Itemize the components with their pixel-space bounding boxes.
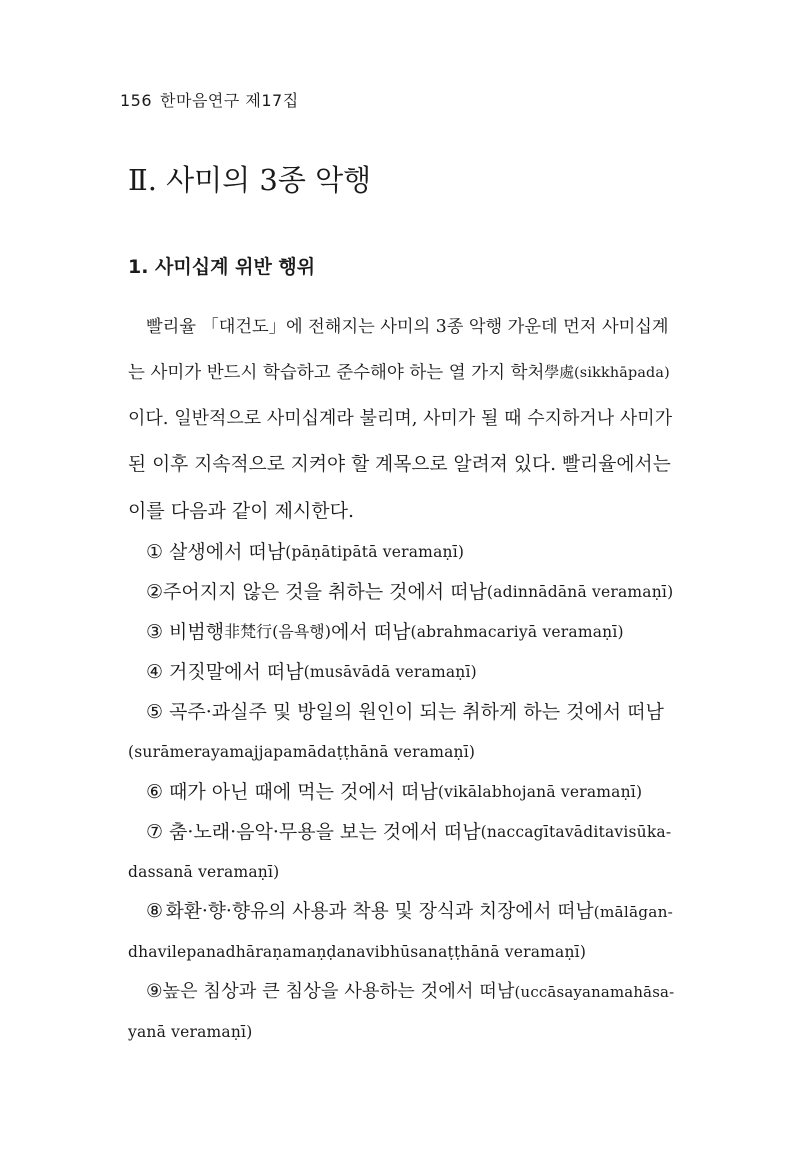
journal-title: 한마음연구 제17집	[160, 91, 299, 110]
page-number: 156	[120, 91, 153, 110]
item-text: 주어지지 않은 것을 취하는 것에서 떠남	[163, 581, 487, 603]
item-text: 곡주·과실주 및 방일의 원인이 되는 취하게 하는 것에서 떠남	[169, 701, 664, 723]
list-item	[128, 652, 673, 692]
paragraph-line	[128, 350, 673, 396]
paragraph-line	[128, 442, 673, 488]
pali-term: (surāmerayamajjapamādaṭṭhānā veramaṇī)	[128, 743, 476, 761]
item-text: 비범행	[169, 621, 225, 643]
pali-term: dassanā veramaṇī)	[128, 863, 280, 881]
list-item-continuation	[128, 932, 673, 972]
item-text: 거짓말에서 떠남	[169, 661, 304, 683]
paragraph-text: 빨리율 「대건도」에 전해지는 사미의 3종 악행 가운데 먼저 사미십계	[146, 317, 669, 337]
item-text: 살생에서 떠남	[169, 541, 286, 563]
item-text: 화환·향·향유의 사용과 착용 및 장식과 치장에서 떠남	[165, 901, 594, 922]
item-number: ⑤	[146, 701, 164, 723]
list-item	[128, 532, 673, 572]
list-item-continuation	[128, 1012, 673, 1052]
list-item	[128, 972, 673, 1012]
pali-term: (musāvādā veramaṇī)	[303, 663, 477, 681]
item-text: 때가 아닌 때에 먹는 것에서 떠남	[169, 781, 438, 803]
running-head	[120, 88, 299, 111]
pali-term: (abrahmacariyā veramaṇī)	[410, 623, 624, 641]
hanja-term: 非梵行	[224, 622, 273, 641]
paragraph-line	[128, 488, 673, 534]
item-text: 춤·노래·음악·무용을 보는 것에서 떠남	[169, 821, 481, 843]
paragraph-text: 된 이후 지속적으로 지켜야 할 계목으로 알려져 있다. 빨리율에서는	[128, 454, 671, 475]
pali-term: (uccāsayanamahāsa-	[514, 983, 675, 1001]
item-number: ①	[146, 541, 164, 563]
item-text: 에서 떠남	[330, 621, 411, 643]
chapter-title: Ⅱ. 사미의 3종 악행	[128, 163, 372, 197]
item-number: ②	[146, 581, 164, 603]
paragraph-line	[128, 304, 673, 350]
precept-list	[128, 532, 673, 1052]
item-number: ⑨	[146, 981, 163, 1002]
pali-term: (mālāgan-	[593, 903, 673, 921]
list-item	[128, 692, 673, 732]
pali-term: dhavilepanadhāraṇamaṇḍanavibhūsanaṭṭhānā veramaṇī)	[128, 943, 587, 961]
item-number: ④	[146, 661, 164, 683]
list-item	[128, 612, 673, 652]
pali-term: (vikālabhojanā veramaṇī)	[437, 783, 643, 801]
pali-term: (adinnādānā veramaṇī)	[486, 583, 674, 601]
list-item	[128, 812, 673, 852]
list-item	[128, 772, 673, 812]
hanja-term: 學處	[544, 364, 575, 381]
paragraph-text: 이를 다음과 같이 제시한다.	[128, 500, 355, 522]
body-paragraph	[128, 304, 673, 534]
item-number: ⑥	[146, 781, 164, 803]
item-number: ⑧	[146, 901, 163, 922]
item-gloss: (음욕행)	[272, 622, 331, 641]
list-item	[128, 572, 673, 612]
list-item-continuation	[128, 732, 673, 772]
pali-term: (naccagītavāditavisūka-	[480, 823, 672, 841]
pali-term: yanā veramaṇī)	[128, 1023, 253, 1041]
paragraph-text: 이다. 일반적으로 사미십계라 불리며, 사미가 될 때 수지하거나 사미가	[128, 408, 673, 429]
paragraph-text: 는 사미가 반드시 학습하고 준수해야 하는 열 가지 학처	[128, 363, 545, 383]
item-number: ③	[146, 621, 164, 643]
pali-term: (pāṇātipātā veramaṇī)	[285, 543, 465, 561]
list-item-continuation	[128, 852, 673, 892]
list-item	[128, 892, 673, 932]
item-text: 높은 침상과 큰 침상을 사용하는 것에서 떠남	[162, 981, 515, 1002]
section-title: 1. 사미십계 위반 행위	[128, 256, 316, 278]
pali-term: (sikkhāpada)	[574, 365, 670, 381]
paragraph-line	[128, 396, 673, 442]
item-number: ⑦	[146, 821, 164, 843]
